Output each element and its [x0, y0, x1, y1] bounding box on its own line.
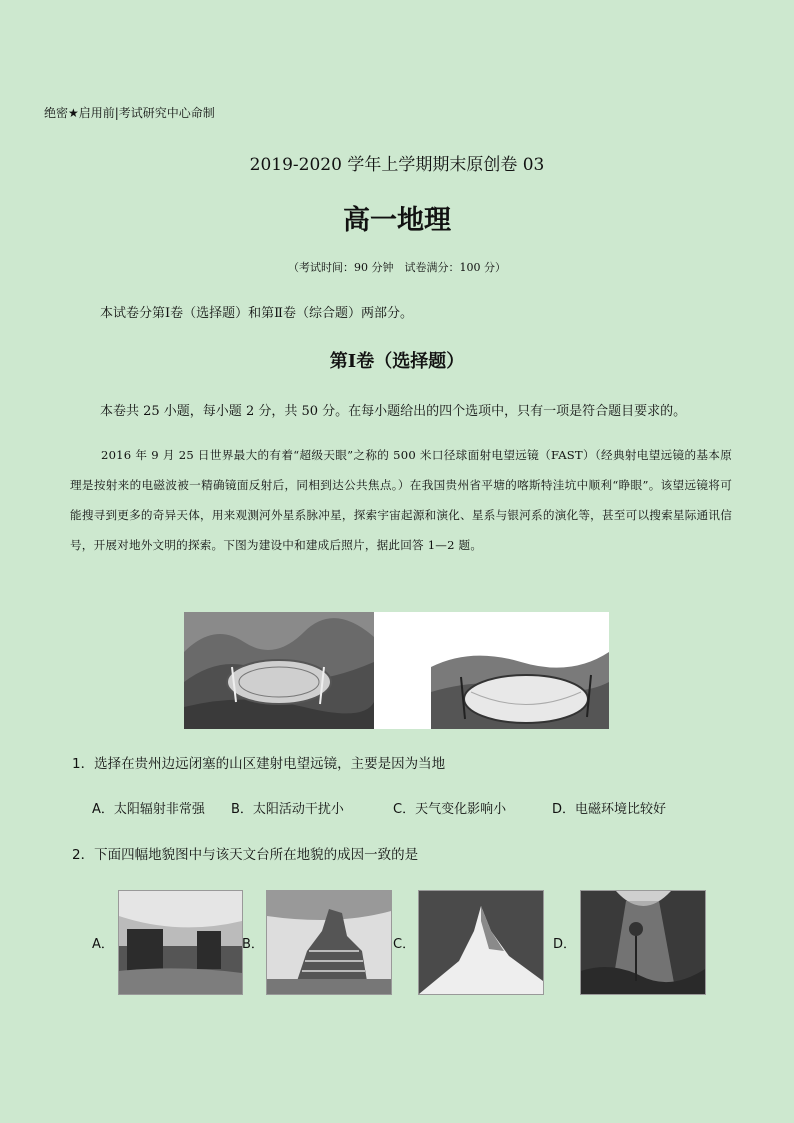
q2-image-c — [418, 890, 544, 995]
section-rule: 本卷共 25 小题，每小题 2 分，共 50 分。在每小题给出的四个选项中，只有一项是符合题目要求的。 — [100, 404, 687, 419]
exam-info: （考试时间：90 分钟 试卷满分：100 分） — [288, 261, 506, 274]
q1-option-c: C．天气变化影响小 — [393, 802, 507, 817]
q2-image-b — [266, 890, 392, 995]
q2-label-b: B． — [242, 937, 264, 952]
question-2-stem: 2．下面四幅地貌图中与该天文台所在地貌的成因一致的是 — [72, 847, 419, 863]
q1-option-a: A．太阳辐射非常强 — [92, 802, 205, 817]
fast-photos — [184, 612, 609, 729]
q2-label-d: D． — [553, 937, 577, 952]
exam-title: 2019-2020 学年上学期期末原创卷 03 — [249, 155, 545, 175]
header-note: 绝密★启用前|考试研究中心命制 — [44, 106, 215, 120]
intro-text: 本试卷分第Ⅰ卷（选择题）和第Ⅱ卷（综合题）两部分。 — [100, 306, 413, 321]
q1-option-d: D．电磁环境比较好 — [552, 802, 667, 817]
question-1-stem: 1．选择在贵州边远闭塞的山区建射电望远镜，主要是因为当地 — [72, 756, 446, 772]
section-title: 第Ⅰ卷（选择题） — [329, 351, 465, 372]
q2-image-d — [580, 890, 706, 995]
fast-completed-photo — [431, 647, 609, 729]
q2-image-a — [118, 890, 243, 995]
subject-title: 高一地理 — [343, 205, 451, 236]
passage: 2016 年 9 月 25 日世界最大的有着“超级天眼”之称的 500 米口径球面射电望远镜（FAST）（经典射电望远镜的基本原理是按射来的电磁波被一精确镜面反射后，同相到达公共焦点。）在我国贵州省平塘的喀斯特洼坑中顺利“睁眼”。该望远镜将可能搜寻到更多的奇异天体，用来观测河外星系脉冲星，探索宇宙起源和演化、星系与银河系的演化等，甚至可以搜索星际通讯信号，开展对地外文明的探索。下图为建设中和建成后照片，据此回答 1—2 题。 — [70, 448, 732, 552]
q2-label-a: A． — [92, 937, 114, 952]
fast-construction-photo — [184, 612, 374, 729]
q2-label-c: C． — [393, 937, 416, 952]
q1-option-b: B．太阳活动干扰小 — [231, 802, 344, 817]
